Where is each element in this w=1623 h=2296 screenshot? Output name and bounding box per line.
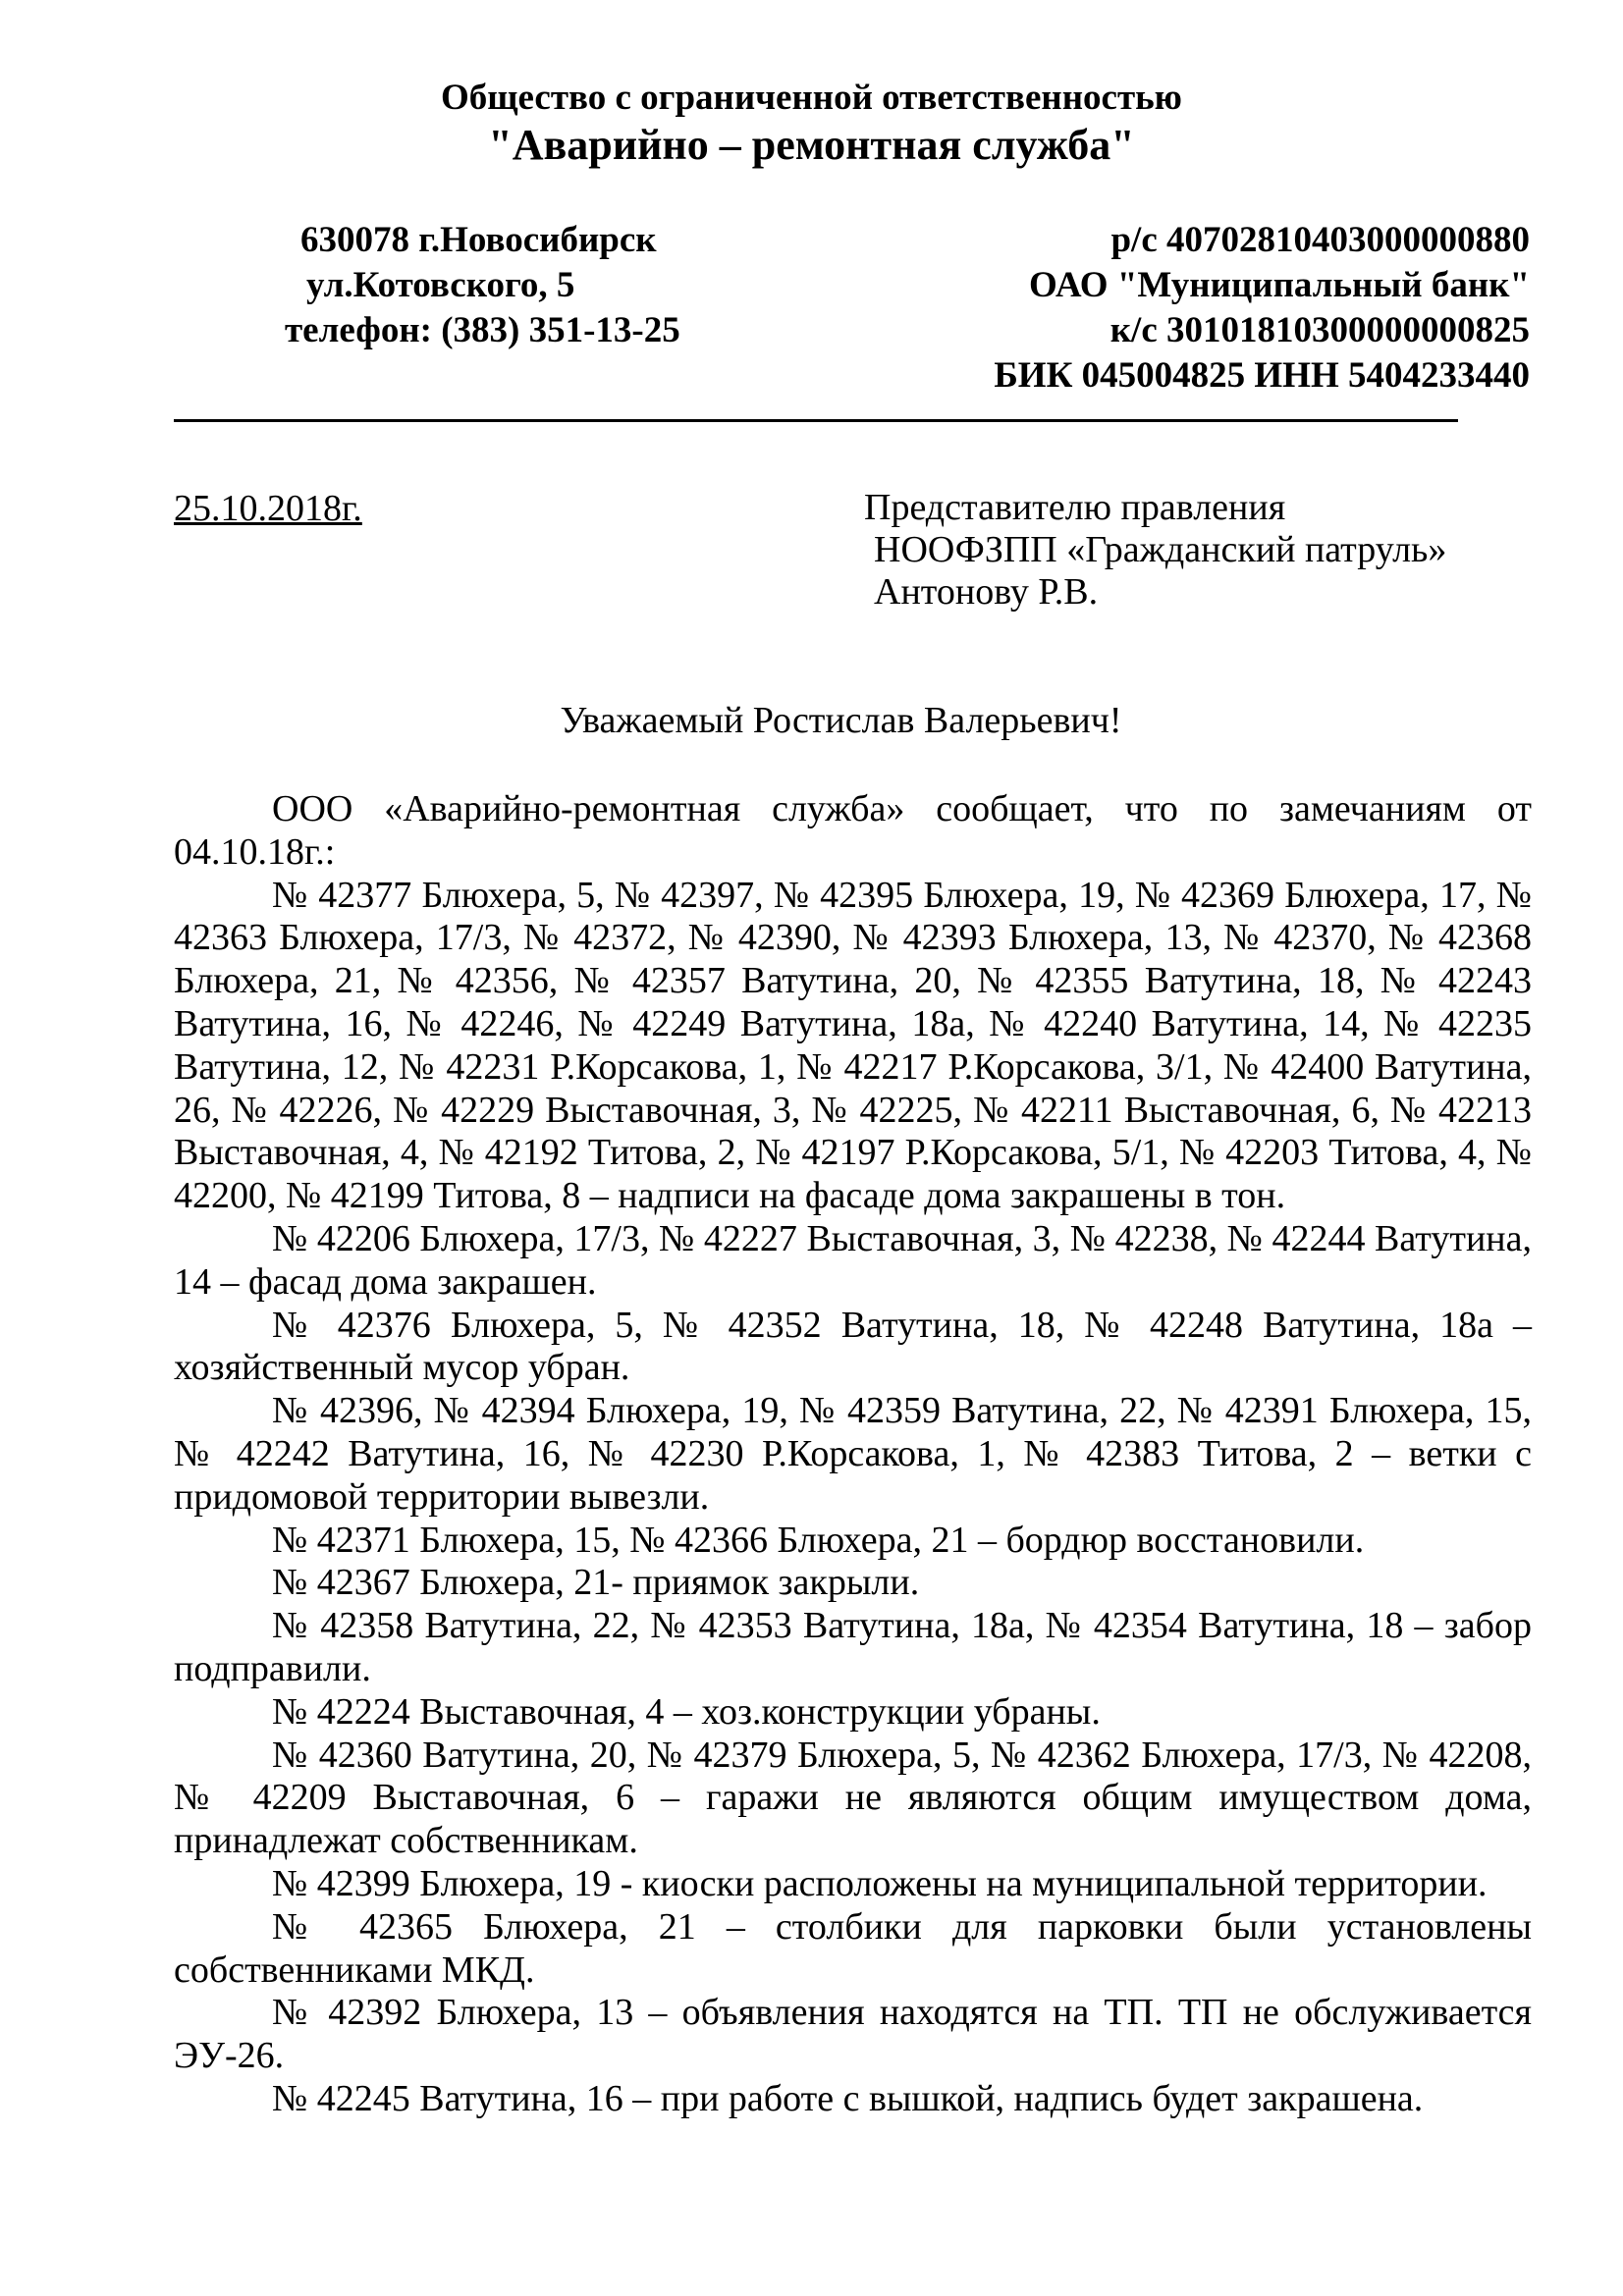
- bank-line: БИК 045004825 ИНН 5404233440: [994, 355, 1530, 396]
- paragraph: № 42399 Блюхера, 19 - киоски расположены на муниципальной территории.: [272, 1862, 1488, 1904]
- bank-line: к/с 30101810300000000825: [1109, 310, 1530, 350]
- paragraph: № 42396, № 42394 Блюхера, 19, № 42359 Ватутина, 22, № 42391 Блюхера, 15, № 42242 Ватутина, 16, № 42230 Р.Корсакова, 1, № 42383 Титова, 2 – ветки с придомовой территории вывезли.: [174, 1390, 1532, 1518]
- paragraph: № 42245 Ватутина, 16 – при работе с вышкой, надпись будет закрашена.: [272, 2077, 1424, 2119]
- bank-details: [884, 218, 1530, 399]
- org-type: Общество с ограниченной ответственностью: [441, 78, 1182, 118]
- paragraph: № 42367 Блюхера, 21- приямок закрыли.: [272, 1562, 920, 1604]
- letter-date: 25.10.2018г.: [174, 488, 362, 529]
- paragraph: № 42365 Блюхера, 21 – столбики для парковки были установлены собственниками МКД.: [174, 1905, 1532, 1991]
- paragraph: № 42377 Блюхера, 5, № 42397, № 42395 Блюхера, 19, № 42369 Блюхера, 17, № 42363 Блюхера, 17/3, № 42372, № 42390, № 42393 Блюхера, 13, № 42370, № 42368 Блюхера, 21, № 42356, № 42357 Ватутина, 20, № 42355 Ватутина, 18, № 42243 Ватутина, 16, № 42246, № 42249 Ватутина, 18а, № 42240 Ватутина, 14, № 42235 Ватутина, 12, № 42231 Р.Корсакова, 1, № 42217 Р.Корсакова, 3/1, № 42400 Ватутина, 26, № 42226, № 42229 Выставочная, 3, № 42225, № 42211 Выставочная, 6, № 42213 Выставочная, 4, № 42192 Титова, 2, № 42197 Р.Корсакова, 5/1, № 42203 Титова, 4, № 42200, № 42199 Титова, 8 – надписи на фасаде дома закрашены в тон.: [174, 874, 1532, 1217]
- paragraph: № 42206 Блюхера, 17/3, № 42227 Выставочная, 3, № 42238, № 42244 Ватутина, 14 – фасад дома закрашен.: [174, 1217, 1532, 1303]
- recipient-line: Антонову Р.В.: [874, 571, 1099, 613]
- address-line: ул.Котовского, 5: [306, 265, 575, 305]
- address-line: телефон: (383) 351-13-25: [285, 310, 680, 350]
- recipient-line: Представителю правления: [864, 487, 1286, 528]
- bank-line: ОАО "Муниципальный банк": [1028, 265, 1530, 305]
- letter-body: [174, 788, 1532, 2121]
- greeting: Уважаемый Ростислав Валерьевич!: [560, 700, 1122, 741]
- paragraph: № 42224 Выставочная, 4 – хоз.конструкции убраны.: [272, 1690, 1101, 1733]
- recipient-block: [864, 487, 1446, 614]
- paragraph: № 42360 Ватутина, 20, № 42379 Блюхера, 5, № 42362 Блюхера, 17/3, № 42208, № 42209 Выставочная, 6 – гаражи не являются общим имуществом дома, принадлежат собственникам.: [174, 1734, 1532, 1862]
- bank-line: р/с 40702810403000000880: [1110, 220, 1530, 260]
- org-address: [285, 218, 736, 353]
- org-name: "Аварийно – ремонтная служба": [488, 121, 1135, 169]
- recipient-line: НООФЗПП «Гражданский патруль»: [874, 529, 1447, 570]
- paragraph: № 42392 Блюхера, 13 – объявления находятся на ТП. ТП не обслуживается ЭУ-26.: [174, 1992, 1532, 2077]
- paragraph: № 42358 Ватутина, 22, № 42353 Ватутина, 18а, № 42354 Ватутина, 18 – забор подправили.: [174, 1605, 1532, 1689]
- paragraph: № 42376 Блюхера, 5, № 42352 Ватутина, 18, № 42248 Ватутина, 18а – хозяйственный мусор убран.: [174, 1304, 1532, 1389]
- header-divider: [174, 419, 1458, 422]
- paragraph: ООО «Аварийно-ремонтная служба» сообщает, что по замечаниям от 04.10.18г.:: [174, 788, 1532, 873]
- paragraph: № 42371 Блюхера, 15, № 42366 Блюхера, 21 – бордюр восстановили.: [272, 1519, 1365, 1561]
- address-line: 630078 г.Новосибирск: [300, 220, 657, 260]
